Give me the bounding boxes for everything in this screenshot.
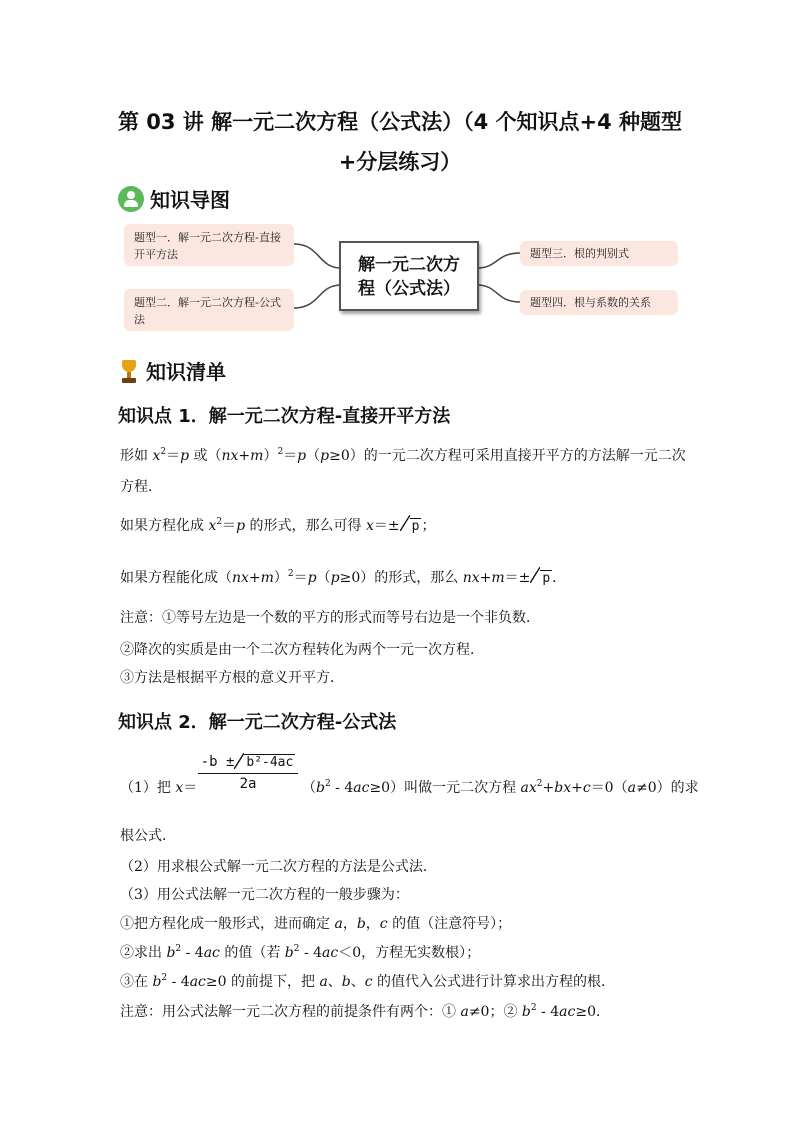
kp2-step-1-part-a: （1）把 x＝ bbox=[120, 780, 198, 796]
section-heading-list-label: 知识清单 bbox=[146, 360, 226, 384]
kp1-paragraph-1-cont: 方程． bbox=[120, 479, 162, 495]
mindmap-center-line-2: 程（公式法） bbox=[358, 279, 460, 299]
mindmap-node-type-4: 题型四．根与系数的关系 bbox=[520, 290, 678, 315]
kp1-note-1: 注意：①等号左边是一个数的平方的形式而等号右边是一个非负数． bbox=[120, 610, 540, 626]
kp2-step-1-cont: 根公式． bbox=[120, 828, 176, 844]
kp2-substep-2: ②求出 $b^2 - 4ac$ 的值（若 $b^2 - 4ac<0$，方程无实数根）； bbox=[120, 944, 481, 961]
knowledge-point-2-heading: 知识点 2．解一元二次方程-公式法 bbox=[118, 712, 397, 733]
kp2-substep-1: ①把方程化成一般形式，进而确定 a，b，c 的值（注意符号）； bbox=[120, 916, 512, 932]
kp1-note-2: ②降次的实质是由一个二次方程转化为两个一元一次方程． bbox=[120, 642, 484, 658]
kp2-step-1-part-b: $(b^2 - 4ac\ge 0)$叫做一元二次方程 $ax^2+bx+c=0(a\ne 0)$的求 bbox=[302, 779, 699, 796]
trophy-icon bbox=[118, 358, 140, 384]
mindmap-center-node bbox=[339, 241, 479, 311]
sqrt-symbol: p bbox=[400, 516, 422, 537]
mindmap-node-type-2: 题型二．解一元二次方程-公式法 bbox=[124, 289, 294, 331]
document-title-line-1: 第 03 讲 解一元二次方程（公式法）（4 个知识点+4 种题型 bbox=[117, 110, 683, 134]
kp2-note: 注意：用公式法解一元二次方程的前提条件有两个：① a≠0；② $b^2 - 4ac\ge 0$． bbox=[120, 1003, 610, 1020]
kp2-step-3: （3）用公式法解一元二次方程的一般步骤为： bbox=[120, 887, 409, 903]
sqrt-symbol: p bbox=[530, 568, 552, 589]
kp1-paragraph-1: 形如 $x^2=p$ 或$(nx+m)^2=p(p\ge 0)$的一元二次方程可采用直接开平方的方法解一元二次 bbox=[120, 447, 686, 464]
knowledge-point-1-heading: 知识点 1．解一元二次方程-直接开平方法 bbox=[118, 406, 451, 427]
document-title-line-2: +分层练习） bbox=[338, 150, 462, 174]
mindmap-node-type-1: 题型一．解一元二次方程-直接开平方法 bbox=[124, 224, 294, 266]
kp2-substep-3: ③在 $b^2 - 4ac\ge 0$ 的前提下，把 a、b、c 的值代入公式进行计算求出方程的根． bbox=[120, 973, 616, 990]
formula-denominator: 2a bbox=[239, 776, 257, 792]
kp2-step-2: （2）用求根公式解一元二次方程的方法是公式法． bbox=[120, 859, 437, 875]
section-heading-list bbox=[118, 356, 226, 385]
kp1-note-3: ③方法是根据平方根的意义开平方． bbox=[120, 670, 344, 686]
mindmap-center-line-1: 解一元二次方 bbox=[358, 255, 460, 275]
mindmap-node-type-3: 题型三．根的判别式 bbox=[520, 241, 678, 266]
section-heading-mindmap-label: 知识导图 bbox=[150, 188, 230, 212]
formula-numerator: -b ± b²-4ac bbox=[198, 754, 298, 774]
kp1-paragraph-2: 如果方程化成 $x^2=p$ 的形式，那么可得 x＝± p ； bbox=[120, 516, 435, 537]
kp1-paragraph-3: 如果方程能化成$(nx+m)^2=p(p\ge 0)$的形式，那么 nx+m＝± p ． bbox=[120, 568, 566, 589]
quadratic-formula-fraction bbox=[198, 754, 298, 792]
sqrt-symbol: b²-4ac bbox=[234, 754, 295, 770]
